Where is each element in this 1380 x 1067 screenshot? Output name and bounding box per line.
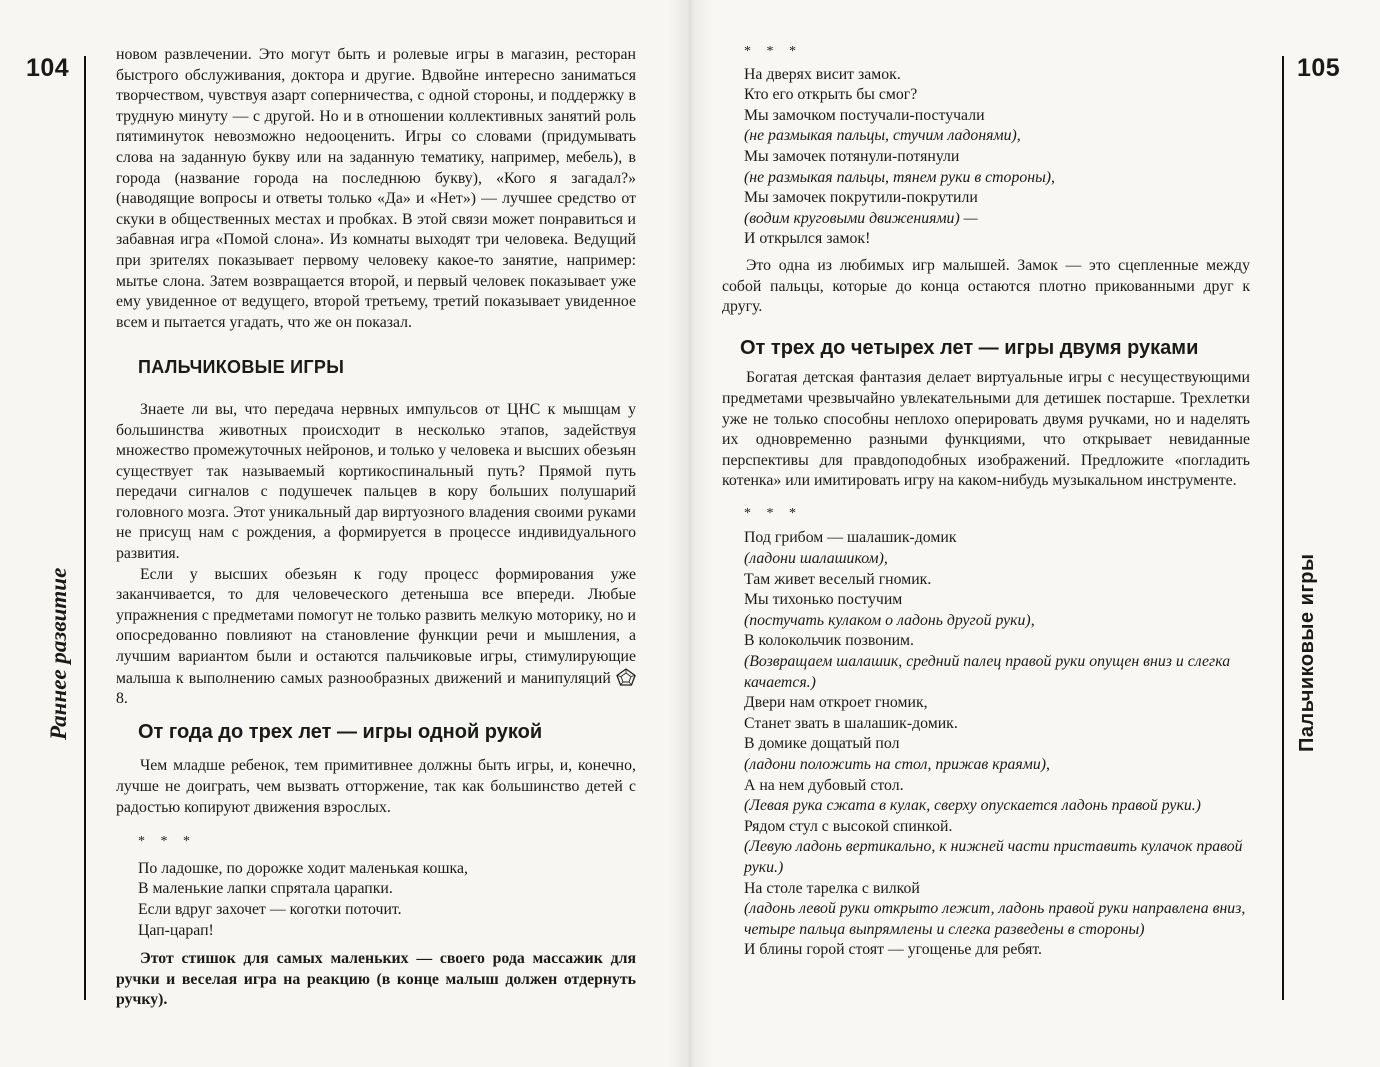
poem-line: Рядом стул с высокой спинкой. [744,817,953,835]
poem-instruction: (Левая рука сжата в кулак, сверху опускается ладонь правой руки.) [744,797,1201,815]
section-heading: ПАЛЬЧИКОВЫЕ ИГРЫ [138,357,345,378]
poem-line: Мы тихонько постучим [744,591,903,609]
poem-instruction: (постучать кулаком о ладонь другой руки), [744,611,1035,629]
poem-lock [722,65,1250,250]
closing-paragraph: Этот стишок для самых маленьких — своего рода массажик для ручки и веселая игра на реакцию (в конце малыш должен отдернуть ручку). [116,950,636,1009]
poem-line: На столе тарелка с вилкой [744,879,920,897]
section-paragraph-2-text: Если у высших обезьян к году процесс формирования уже заканчивается, то для человеческого детеныша все впереди. Любые упражнения с предметами помогут не только развить мелкую моторику, но и опосредованно повлияют на становление функции речи и мышления, а лучшим вариантом были и остаются пальчиковые игры, стимулирующие малыша к выполнению самых разнообразных движений и манипуляций [116,565,636,687]
reference-pentagon-icon [616,668,636,686]
poem-cat [116,859,636,941]
margin-rule-left [84,56,86,1000]
poem-line: Под грибом — шалашик-домик [744,529,957,547]
poem-line: По ладошке, по дорожке ходит маленькая кошка, [138,859,468,877]
stars-separator-right-2: * * * [744,505,802,521]
poem-line: И блины горой стоят — угощенье для ребят. [744,941,1043,959]
poem-instruction: (Левую ладонь вертикально, к нижней части приставить кулачок правой руки.) [744,838,1243,876]
subsection-paragraph-right: Богатая детская фантазия делает виртуальные игры с несуществующими предметами чрезвычайно увлекательными для детишек постарше. Трехлетки уже не только способны неплохо оперировать двумя ручками, но и наделять их одновременно разными функциями, что открывает невиданные перспективы для правдоподобных изображений. Предложите «погладить котенка» или имитировать игру на каком-нибудь музыкальном инструменте. [722,369,1250,490]
subheading-one-hand: От года до трех лет — игры одной рукой [138,720,543,743]
poem-line: Кто его открыть бы смог? [744,86,918,104]
poem-line: Мы замочек потянули-потянули [744,147,960,165]
poem-line: В колокольчик позвоним. [744,632,914,650]
poem-instruction: (не размыкая пальцы, тянем руки в стороны), [744,168,1055,186]
poem-gnome [722,528,1250,960]
poem-line: Двери нам откроет гномик, [744,694,928,712]
stars-separator-left: * * * [138,834,196,850]
intro-paragraph: новом развлечении. Это могут быть и ролевые игры в магазин, ресторан быстрого обслуживания, доктора и другие. Вдвойне интересно заниматься творчеством, чувствуя азарт соперничества, с одной стороны, и поддержку в трудную минуту — с другой. Но и в отношении коллективных занятий роль пятиминуток невозможно недооценить. Игры со словами (придумывать слова на заданную букву или на заданную тематику, например, мебель), в города (название города на последнюю букву), «Кого я загадал?» (наводящие вопросы и ответы только «Да» и «Нет») — лучшее средство от скуки в общественных местах и пробках. В этой связи может понравиться и забавная игра «Помой слона». Из комнаты выходят три человека. Ведущий при зрителях показывает первому человеку какое-то занятие, например: мытье слона. Затем возвращается второй, и первый человек показывает уже ему увиденное от ведущего, второй третьему, третий показывает увиденное всем и пытается угадать, что же он показал. [116,46,636,331]
poem-line: Станет звать в шалашик-домик. [744,714,958,732]
section-paragraph-1: Знаете ли вы, что передача нервных импульсов от ЦНС к мышцам у большинства животных происходит в несколько этапов, задействуя множество промежуточных нейронов, и только у человека и высших обезьян существует так называемый кортикоспинальный путь? Прямой путь передачи сигналов с подушечек пальцев в кору больших полушарий головного мозга. Этот уникальный дар виртуозного владения своими руками не присущ нам с рождения, а формируется в процессе индивидуального развития. [116,400,636,563]
poem-line: На дверях висит замок. [744,65,901,83]
page-number-right: 105 [1297,54,1341,82]
margin-rule-right [1282,56,1284,1000]
poem-instruction: (ладонь левой руки открыто лежит, ладонь правой руки направлена вниз, четыре пальца выпрямлены и слегка разведены в стороны) [744,900,1246,938]
lock-explanation: Это одна из любимых игр малышей. Замок — это сцепленные между собой пальцы, которые до конца остаются плотно прикованными друг к другу. [722,256,1250,316]
right-text-column [722,42,1250,961]
stars-separator-right-1: * * * [744,44,802,59]
poem-line: В домике дощатый пол [744,735,900,753]
poem-instruction: (Возвращаем шалашик, средний палец правой руки опущен вниз и слегка качается.) [744,653,1231,691]
poem-instruction: (ладони положить на стол, прижав краями), [744,756,1050,773]
poem-line: Там живет веселый гномик. [744,570,932,588]
subheading-two-hands: От трех до четырех лет — игры двумя руками [740,336,1199,359]
running-head-left: Раннее развитие [46,567,71,740]
poem-line: Если вдруг захочет — коготки поточит. [138,900,402,918]
poem-instruction: (водим круговыми движениями) — [744,209,978,227]
poem-line: И открылся замок! [744,230,871,248]
poem-instruction: (ладони шалашиком), [744,550,888,568]
poem-line: А на нем дубовый стол. [744,776,904,794]
poem-line: Мы замочком постучали-постучали [744,106,985,124]
poem-line: Мы замочек покрутили-покрутили [744,189,978,207]
page-number-left: 104 [26,54,70,82]
poem-instruction: (не размыкая пальцы, стучим ладонями), [744,127,1021,145]
left-text-column [116,45,636,1011]
running-head-right: Пальчиковые игры [1296,553,1318,752]
reference-number: 8. [116,690,128,708]
poem-line: Цап-царап! [138,921,214,939]
subsection-paragraph: Чем младше ребенок, тем примитивнее должны быть игры, и, конечно, лучше не доиграть, чем вызвать отторжение, так как большинство детей с радостью копируют движения взрослых. [116,757,636,816]
section-paragraph-2 [116,565,636,710]
poem-line: В маленькие лапки спрятала царапки. [138,880,393,898]
